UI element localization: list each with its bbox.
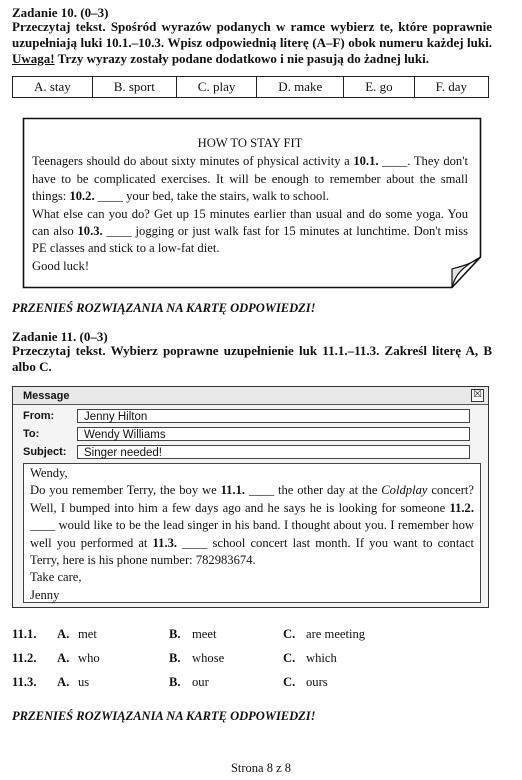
choice-c-letter[interactable]: C.	[283, 627, 296, 641]
task-11-title: Zadanie 11. (0–3)	[12, 329, 108, 344]
to-label: To:	[23, 428, 40, 440]
message-greeting: Wendy,	[30, 466, 68, 480]
reading-paragraph-2	[32, 206, 468, 258]
reading-paragraph-1	[32, 153, 468, 205]
page-footer: Strona 8 z 8	[230, 761, 292, 775]
choice-c-text: ours	[306, 675, 328, 689]
answer-row-11-3	[12, 675, 492, 693]
gap-10-1: 10.1.	[353, 154, 379, 169]
text-segment: ____ jogging or just walk fast for 15 minutes at lunchtime. Don't miss PE classes and stick to a low-fat diet.	[32, 224, 469, 256]
close-icon[interactable]: ☒	[471, 389, 484, 402]
choice-a-text: us	[78, 675, 90, 689]
from-label: From:	[23, 410, 55, 422]
task-10-warning	[12, 51, 429, 66]
reading-text-title: HOW TO STAY FIT	[197, 136, 303, 150]
choice-c-letter[interactable]: C.	[283, 675, 296, 689]
answer-row-11-1	[12, 627, 492, 645]
message-paragraph	[30, 482, 474, 569]
warning-label: Uwaga!	[12, 51, 55, 66]
message-header-title: Message	[23, 389, 70, 402]
choice-b-text: our	[192, 675, 209, 689]
gap-11-2: 11.2.	[449, 500, 474, 515]
text-segment: ____ would like to be the lead singer in his band. I thought about you. I remember how well you performed at	[30, 518, 474, 550]
reading-text-box	[22, 117, 482, 287]
choice-b-letter[interactable]: B.	[169, 651, 181, 665]
choice-a-letter[interactable]: A.	[57, 675, 70, 689]
message-header	[13, 387, 488, 405]
choice-c-text: are meeting	[306, 627, 366, 641]
option-b: B. sport	[93, 77, 177, 97]
text-segment: ____. They don't have to be complicated exercises. It will be enough to remember about the small things:	[32, 154, 468, 204]
gap-10-3: 10.3.	[77, 224, 103, 239]
choice-b-text: meet	[192, 627, 217, 641]
text-segment: ____ your bed, take the stairs, walk to school.	[94, 189, 329, 204]
subject-label: Subject:	[23, 446, 67, 458]
to-row	[23, 426, 470, 442]
text-segment: What else can you do? Get up 15 minutes earlier than usual and do some yoga. You can also	[32, 206, 468, 239]
text-segment: ____ the other day at the	[245, 483, 382, 498]
choice-b-letter[interactable]: B.	[169, 675, 181, 689]
reading-text	[32, 135, 468, 275]
option-c: C. play	[177, 77, 257, 97]
choice-a-letter[interactable]: A.	[57, 627, 70, 641]
gap-10-2: 10.2.	[69, 189, 95, 204]
subject-row	[23, 444, 470, 460]
word-options-table	[12, 76, 489, 98]
gap-11-3: 11.3.	[152, 535, 178, 550]
answer-number: 11.3.	[12, 675, 37, 689]
task-10-title: Zadanie 10. (0–3)	[12, 5, 109, 20]
task-10-instruction	[12, 19, 492, 67]
answer-number: 11.1.	[12, 627, 37, 641]
text-segment: Do you remember Terry, the boy we	[30, 483, 221, 498]
to-field[interactable]: Wendy Williams	[77, 427, 470, 441]
text-segment: Teenagers should do about sixty minutes of physical activity a	[32, 154, 354, 169]
choice-a-text: who	[78, 651, 100, 665]
answer-row-11-2	[12, 651, 492, 669]
message-body[interactable]	[23, 463, 481, 603]
message-closing: Take care,	[30, 570, 82, 585]
warning-text: Trzy wyrazy zostały podane dodatkowo i nie pasują do żadnej luki.	[54, 51, 430, 66]
option-d: D. make	[257, 77, 344, 97]
gap-11-1: 11.1.	[220, 483, 246, 498]
subject-field[interactable]: Singer needed!	[77, 445, 470, 459]
choice-a-letter[interactable]: A.	[57, 651, 70, 665]
option-f: F. day	[435, 79, 468, 94]
text-segment: concert? Well, I bumped into him a few days ago and he says he is looking for someone	[30, 483, 474, 515]
from-field[interactable]: Jenny Hilton	[77, 409, 470, 423]
choice-c-letter[interactable]: C.	[283, 651, 296, 665]
choice-b-letter[interactable]: B.	[169, 627, 181, 641]
from-row	[23, 408, 470, 424]
transfer-note-11: PRZENIEŚ ROZWIĄZANIA NA KARTĘ ODPOWIEDZI!	[12, 709, 316, 723]
reading-paragraph-3: Good luck!	[32, 258, 90, 273]
message-window	[12, 386, 489, 608]
message-signature: Jenny	[30, 587, 60, 602]
choice-b-text: whose	[192, 651, 225, 665]
text-segment: ____ school concert last month. If you want to contact Terry, here is his phone number: 782983674.	[30, 535, 474, 568]
task-11-instruction: Przeczytaj tekst. Wybierz poprawne uzupełnienie luk 11.1.–11.3. Zakreśl literę A, B albo C.	[12, 343, 492, 374]
option-e: E. go	[344, 77, 414, 97]
task-10-instruction-text: Przeczytaj tekst. Spośród wyrazów podanych w ramce wybierz te, które poprawnie uzupełniają luki 10.1.–10.3. Wpisz odpowiednią literę (A–F) obok numeru każdej luki.	[12, 19, 492, 50]
band-name: Coldplay	[381, 483, 428, 498]
answer-number: 11.2.	[12, 651, 37, 665]
option-a: A. stay	[13, 77, 93, 97]
choice-c-text: which	[306, 651, 337, 665]
choice-a-text: met	[78, 627, 97, 641]
transfer-note-10: PRZENIEŚ ROZWIĄZANIA NA KARTĘ ODPOWIEDZI!	[12, 301, 316, 315]
